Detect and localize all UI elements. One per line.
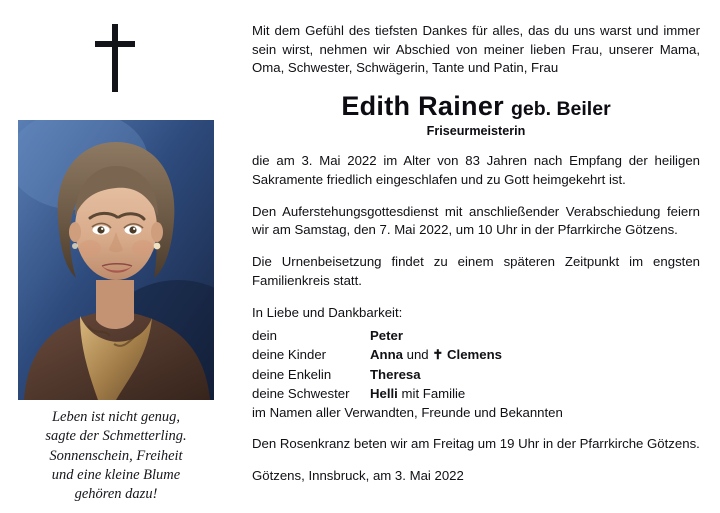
right-column [252, 22, 700, 499]
cross-icon [0, 0, 232, 120]
family-intro: In Liebe und Dankbarkeit: [252, 304, 403, 320]
cross-vertical [112, 24, 118, 92]
family-row [252, 345, 700, 364]
family-names [370, 345, 502, 364]
portrait-photo [18, 120, 214, 400]
deceased-name-line [252, 91, 700, 122]
family-names [370, 384, 465, 403]
family-relation: deine Enkelin [252, 366, 332, 382]
intro-paragraph: Mit dem Gefühl des tiefsten Dankes für alles, das du uns warst und immer sein wirst, nehmen wir Abschied von meiner lieben Frau, unserer Mama, Oma, Schwester, Schwägerin, Tante und Patin, Frau [252, 23, 700, 76]
profession: Friseurmeisterin [426, 124, 526, 139]
family-name: Anna [370, 347, 403, 363]
family-name: Peter [370, 328, 403, 344]
family-footer: im Namen aller Verwandten, Freunde und Bekannten [252, 404, 563, 420]
left-column [0, 0, 232, 513]
epitaph-line: sagte der Schmetterling. [45, 428, 187, 445]
burial-paragraph: Die Urnenbeisetzung findet zu einem späteren Zeitpunkt im engsten Familienkreis statt. [252, 254, 700, 288]
family-relation: deine Kinder [252, 347, 327, 363]
deceased-name: Edith Rainer [341, 91, 504, 122]
family-row [252, 365, 700, 384]
family-name: Theresa [370, 366, 421, 382]
maiden-name: geb. Beiler [510, 98, 611, 121]
epitaph [10, 408, 222, 504]
family-row [252, 326, 700, 345]
service-paragraph: Den Auferstehungsgottesdienst mit anschließender Verabschiedung feiern wir am Samstag, den 7. Mai 2022, um 10 Uhr in der Pfarrkirche Götzens. [252, 203, 700, 238]
epitaph-line: Leben ist nicht genug, [51, 409, 181, 425]
family-relation: dein [252, 328, 277, 344]
family-conjunction: und [402, 347, 433, 363]
family-list [252, 326, 700, 422]
place-date: Götzens, Innsbruck, am 3. Mai 2022 [252, 467, 464, 483]
epitaph-line: Sonnenschein, Freiheit [49, 447, 183, 464]
family-relation: deine Schwester [252, 385, 350, 401]
rosary-paragraph: Den Rosenkranz beten wir am Freitag um 19 Uhr in der Pfarrkirche Götzens. [252, 436, 700, 452]
family-name: ✝ Clemens [432, 347, 502, 363]
family-names [370, 326, 403, 345]
family-suffix: mit Familie [397, 385, 466, 401]
epitaph-line: gehören dazu! [74, 486, 158, 503]
family-row [252, 384, 700, 403]
death-paragraph: die am 3. Mai 2022 im Alter von 83 Jahren nach Empfang der heiligen Sakramente friedlich eingeschlafen und zu Gott heimgekehrt ist. [252, 153, 700, 187]
family-names [370, 365, 421, 384]
epitaph-line: und eine kleine Blume [51, 466, 181, 483]
cross-horizontal [95, 41, 135, 47]
family-name: Helli [370, 385, 398, 401]
